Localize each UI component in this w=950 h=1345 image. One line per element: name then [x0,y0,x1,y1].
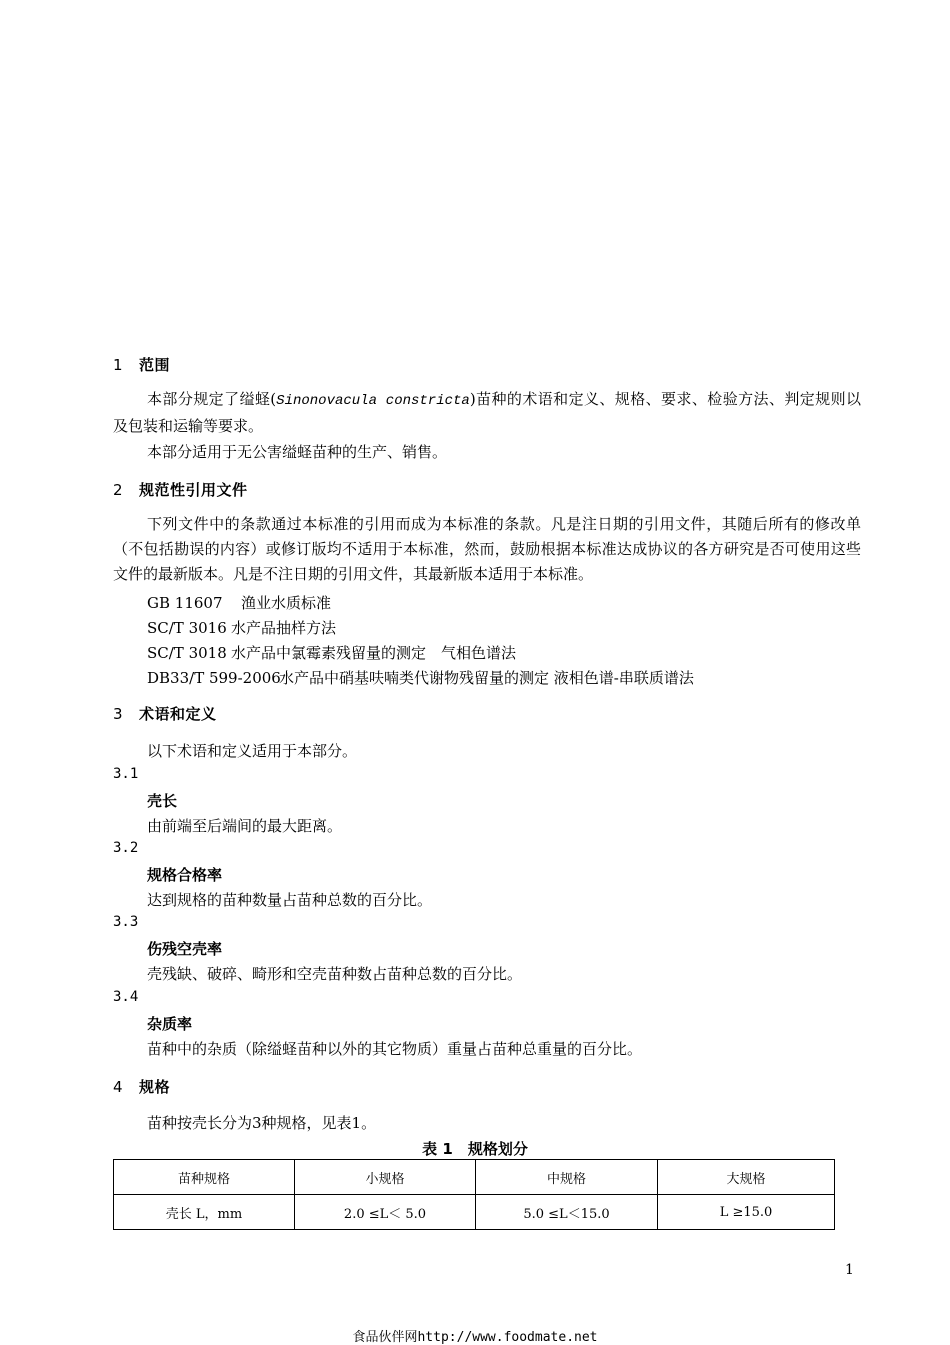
references-intro: 下列文件中的条款通过本标准的引用而成为本标准的条款。凡是注日期的引用文件，其随后所有的修改单（不包括勘误的内容）或修订版均不适用于本标准，然而，鼓励根据本标准达成协议的各方研究是否可使用这些文件的最新版本。凡是不注日期的引用文件，其最新版本适用于本标准。 [113,515,861,583]
table-cell: 2.0 ≤L＜ 5.0 [295,1195,476,1230]
reference-title: 水产品中硝基呋喃类代谢物残留量的测定 液相色谱-串联质谱法 [279,669,694,687]
reference-title: 水产品抽样方法 [231,619,337,637]
term-name: 杂质率 [147,1015,193,1033]
term-number: 3.3 [113,914,139,930]
section-heading-terms [113,703,217,724]
reference-title: 水产品中氯霉素残留量的测定 气相色谱法 [231,644,517,662]
scope-text-after: )苗种的术语和定义、规格、要求、检验方法、判定规则以及包装和运输等要求。 [113,390,862,435]
spec-intro: 苗种按壳长分为3种规格，见表1。 [147,1114,377,1132]
reference-code: DB33/T 599-2006 [147,669,281,687]
section-title: 术语和定义 [139,705,217,723]
reference-item [147,667,694,688]
term-definition: 壳残缺、破碎、畸形和空壳苗种数占苗种总数的百分比。 [147,965,523,983]
section-number: 2 [113,481,124,499]
scope-text-before: 本部分规定了缢蛏( [147,390,277,408]
table-cell: 5.0 ≤L＜15.0 [476,1195,658,1230]
reference-item [147,642,516,663]
term-definition: 由前端至后端间的最大距离。 [147,817,343,835]
spec-table [113,1159,835,1230]
table-row [114,1195,835,1230]
term-name: 规格合格率 [147,866,223,884]
section-heading-scope [113,354,170,375]
page-number: 1 [845,1262,854,1278]
table-cell: 壳长 L，mm [114,1195,295,1230]
section-title: 范围 [139,356,171,374]
section-number: 4 [113,1078,124,1096]
section-number: 3 [113,705,124,723]
scope-paragraph [113,387,861,439]
section-heading-spec [113,1076,170,1097]
table-header-cell: 苗种规格 [114,1160,295,1195]
table-header-row [114,1160,835,1195]
term-number: 3.1 [113,766,139,782]
term-definition: 达到规格的苗种数量占苗种总数的百分比。 [147,891,433,909]
table-header-cell: 大规格 [658,1160,835,1195]
term-number: 3.4 [113,989,139,1005]
table-cell: L ≥15.0 [658,1195,835,1230]
section-number: 1 [113,356,124,374]
term-name: 壳长 [147,792,178,810]
section-title: 规格 [139,1078,171,1096]
term-definition: 苗种中的杂质（除缢蛏苗种以外的其它物质）重量占苗种总重量的百分比。 [147,1040,643,1058]
scope-applicability: 本部分适用于无公害缢蛏苗种的生产、销售。 [147,443,448,461]
reference-code: SC/T 3018 [147,644,227,662]
reference-code: SC/T 3016 [147,619,227,637]
section-title: 规范性引用文件 [139,481,248,499]
table-header-cell: 中规格 [476,1160,658,1195]
term-number: 3.2 [113,840,139,856]
section-heading-references [113,479,248,500]
table-header-cell: 小规格 [295,1160,476,1195]
reference-item [147,617,336,638]
species-latin-name: Sinonovacula constricta [276,393,470,409]
term-name: 伤残空壳率 [147,940,223,958]
reference-code: GB 11607 [147,594,223,612]
footer-watermark: 食品伙伴网http://www.foodmate.net [352,1330,598,1345]
terms-intro: 以下术语和定义适用于本部分。 [147,742,358,760]
reference-title: 渔业水质标准 [241,594,332,612]
table-caption: 表 1 规格划分 [422,1140,528,1158]
reference-item [147,592,331,613]
